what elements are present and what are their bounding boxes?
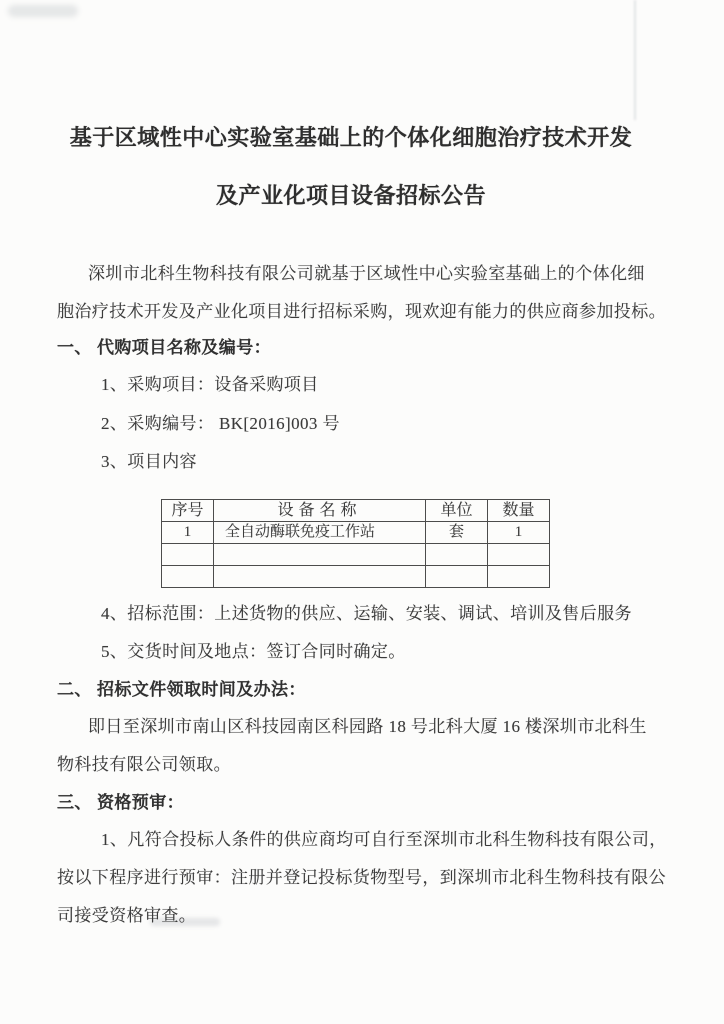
section1-item3: 3、项目内容: [101, 452, 197, 471]
table-header-qty: 数量: [488, 500, 550, 522]
section2-body-line2: 物科技有限公司领取。: [57, 755, 231, 774]
document-title-line2: 及产业化项目设备招标公告: [215, 183, 486, 208]
table-header-unit: 单位: [426, 500, 488, 522]
section3-body-line1: 1、凡符合投标人条件的供应商均可自行至深圳市北科生物科技有限公司，: [101, 830, 667, 849]
table-cell-qty: 1: [488, 522, 550, 544]
document-title-line1: 基于区域性中心实验室基础上的个体化细胞治疗技术开发: [69, 125, 633, 150]
section2-number: 二、: [57, 680, 92, 699]
equipment-table-header-row: [162, 500, 550, 522]
table-cell-unit: [426, 544, 488, 566]
table-cell-qty: [488, 566, 550, 588]
section1-item4: 4、招标范围：上述货物的供应、运输、安装、调试、培训及售后服务: [101, 604, 632, 623]
section1-heading-text: 代购项目名称及编号：: [97, 338, 271, 357]
table-cell-seq: 1: [162, 522, 214, 544]
section2-heading-text: 招标文件领取时间及办法：: [97, 680, 306, 699]
table-cell-unit: 套: [426, 522, 488, 544]
table-row: [162, 522, 550, 544]
intro-paragraph-line1: 深圳市北科生物科技有限公司就基于区域性中心实验室基础上的个体化细: [88, 264, 645, 283]
section1-item5: 5、交货时间及地点：签订合同时确定。: [101, 642, 406, 661]
section1-heading: [57, 337, 271, 359]
table-row: [162, 544, 550, 566]
section3-body-line3: 司接受资格审查。: [57, 906, 197, 925]
section1-number: 一、: [57, 338, 92, 357]
section3-heading: [57, 792, 184, 814]
section3-heading-text: 资格预审：: [97, 793, 184, 812]
equipment-table: [161, 499, 550, 588]
section3-body-line2: 按以下程序进行预审：注册并登记投标货物型号，到深圳市北科生物科技有限公: [57, 868, 666, 887]
table-cell-seq: [162, 544, 214, 566]
section2-heading: [57, 679, 306, 701]
table-cell-qty: [488, 544, 550, 566]
table-cell-name: [214, 566, 426, 588]
intro-paragraph-line2: 胞治疗技术开发及产业化项目进行招标采购，现欢迎有能力的供应商参加投标。: [57, 302, 666, 321]
table-header-name: 设备名称: [214, 500, 426, 522]
table-cell-unit: [426, 566, 488, 588]
section1-item1: 1、采购项目：设备采购项目: [101, 375, 319, 394]
table-header-seq: 序号: [162, 500, 214, 522]
table-cell-name: 全自动酶联免疫工作站: [214, 522, 426, 544]
table-row: [162, 566, 550, 588]
scan-artifact-smudge: [8, 5, 78, 17]
table-cell-seq: [162, 566, 214, 588]
section1-item2: 2、采购编号： BK[2016]003 号: [101, 414, 340, 433]
scan-artifact-streak: [634, 0, 636, 120]
section2-body-line1: 即日至深圳市南山区科技园南区科园路 18 号北科大厦 16 楼深圳市北科生: [88, 717, 647, 736]
section3-number: 三、: [57, 793, 92, 812]
table-cell-name: [214, 544, 426, 566]
